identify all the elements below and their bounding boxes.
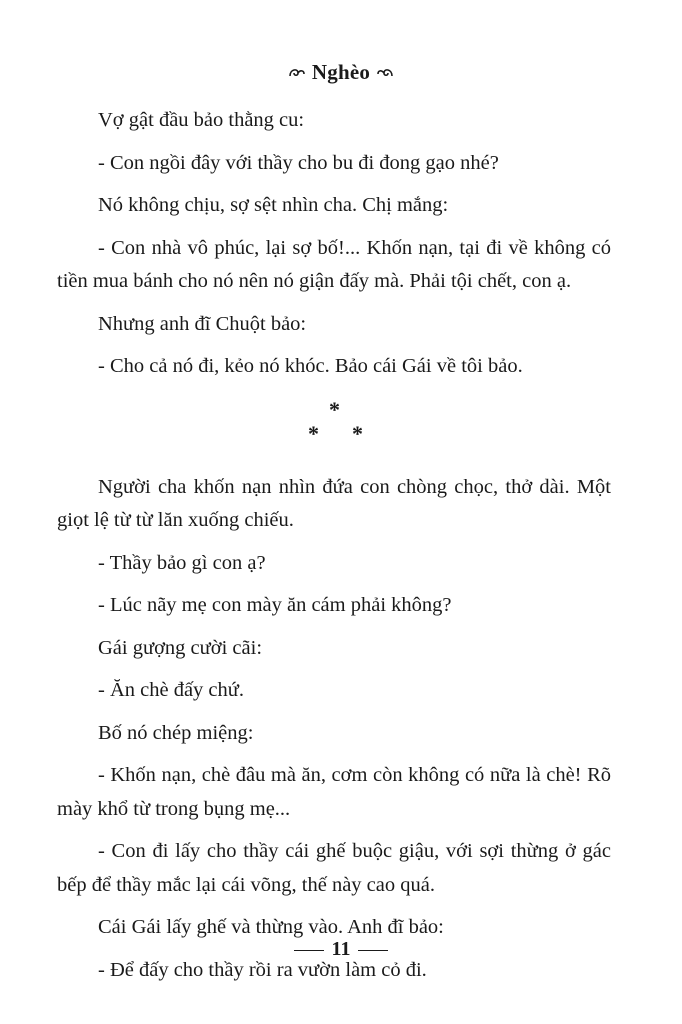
running-head: [0, 60, 682, 85]
asterisk: *: [329, 396, 340, 422]
paragraph: Người cha khốn nạn nhìn đứa con chòng chọc, thở dài. Một giọt lệ từ từ lăn xuống chiếu.: [57, 475, 611, 531]
paragraph: - Con ngồi đây với thầy cho bu đi đong gạo nhé?: [98, 151, 499, 174]
paragraph: - Con nhà vô phúc, lại sợ bố!... Khốn nạn, tại đi về không có tiền mua bánh cho nó nên nó giận đấy mà. Phải tội chết, con ạ.: [57, 236, 611, 292]
left-ornament-icon: [288, 63, 306, 85]
paragraph: - Để đấy cho thầy rồi ra vườn làm cỏ đi.: [98, 958, 427, 981]
paragraph: Nó không chịu, sợ sệt nhìn cha. Chị mắng:: [98, 194, 449, 216]
asterisk: *: [308, 420, 319, 446]
paragraph: Vợ gật đầu bảo thằng cu:: [98, 109, 305, 131]
folio-rule-right: [358, 950, 388, 952]
paragraph: - Ăn chè đấy chứ.: [98, 679, 245, 701]
paragraph: Gái gượng cười cãi:: [98, 636, 263, 659]
paragraph: Bố nó chép miệng:: [98, 721, 254, 744]
chapter-title: Nghèo: [311, 60, 371, 84]
paragraph: - Khốn nạn, chè đâu mà ăn, cơm còn không có nữa là chè! Rõ mày khổ từ trong bụng mẹ...: [57, 764, 611, 820]
right-ornament-icon: [376, 63, 394, 85]
paragraph: - Lúc nãy mẹ con mày ăn cám phải không?: [98, 594, 452, 616]
paragraph: Cái Gái lấy ghế và thừng vào. Anh đĩ bảo:: [98, 916, 444, 938]
paragraph: - Thầy bảo gì con ạ?: [98, 551, 266, 574]
page-number: [0, 938, 682, 961]
paragraph: - Cho cả nó đi, kẻo nó khóc. Bảo cái Gái về tôi bảo.: [98, 355, 523, 377]
asterisk: *: [352, 420, 363, 446]
body-text: [57, 104, 611, 996]
folio-rule-left: [294, 950, 324, 952]
section-break: [98, 393, 611, 465]
paragraph: - Con đi lấy cho thầy cái ghế buộc giậu, với sợi thừng ở gác bếp để thầy mắc lại cái võng, thế này cao quá.: [57, 840, 611, 896]
paragraph: Nhưng anh đĩ Chuột bảo:: [98, 312, 307, 335]
page-number-value: 11: [331, 938, 351, 960]
